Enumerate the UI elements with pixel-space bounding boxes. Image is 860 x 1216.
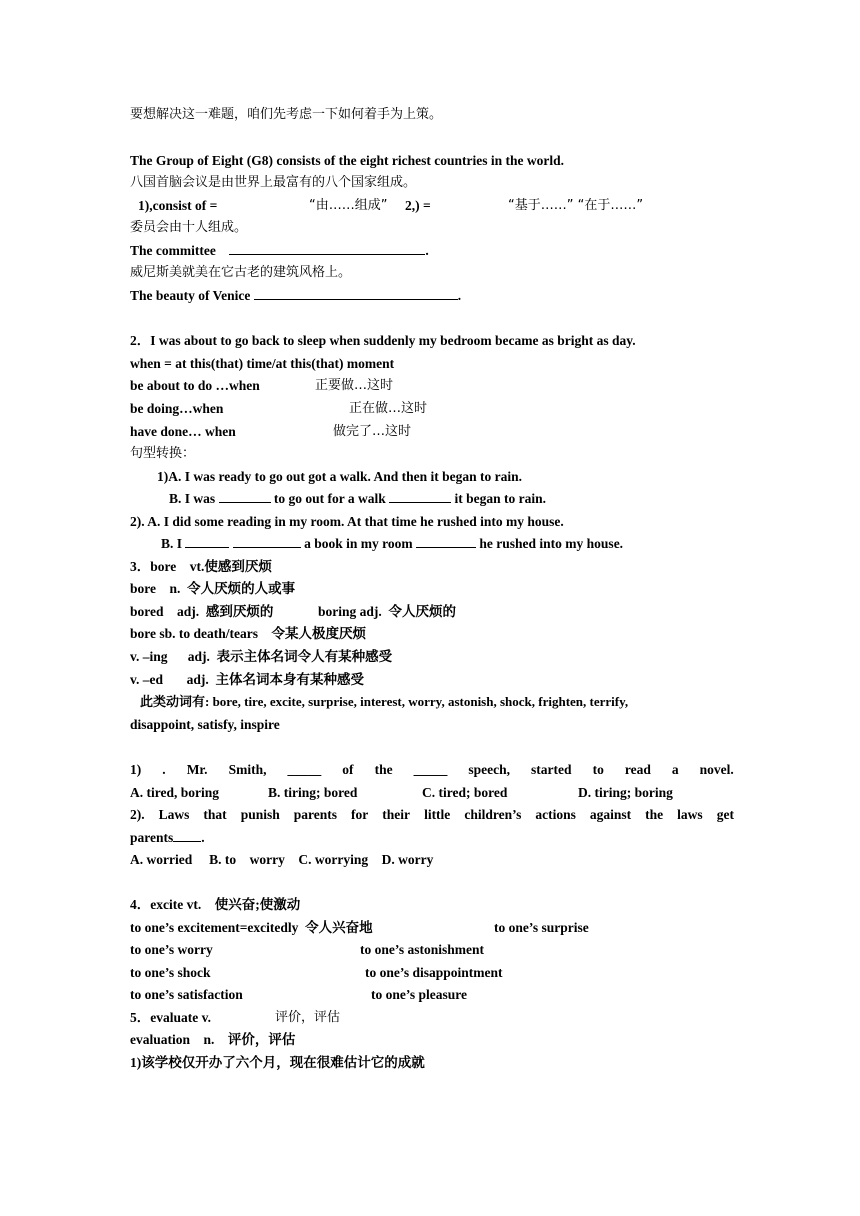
s3-q2-options: A. worried B. to worry C. worrying D. worry bbox=[130, 852, 434, 867]
s3-q1-opt-a: A. tired, boring bbox=[130, 785, 220, 800]
s4-r3b: to one’s disappointment bbox=[365, 965, 503, 980]
word: the bbox=[374, 762, 393, 777]
word: for bbox=[351, 807, 369, 822]
word: . bbox=[162, 762, 166, 777]
word: to bbox=[592, 762, 604, 777]
s2-p2: be doing…when bbox=[130, 401, 224, 416]
s4-r1a: to one’s excitement=excitedly 令人兴奋地 bbox=[130, 920, 373, 935]
s4-heading: 4．excite vt. 使兴奋;使激动 bbox=[130, 897, 301, 912]
s5-l1: evaluation n. 评价，评估 bbox=[130, 1032, 296, 1047]
word: the bbox=[645, 807, 664, 822]
s2-heading: 2．I was about to go back to sleep when suddenly my bedroom became as bright as day. bbox=[130, 333, 636, 348]
answer-blank: _____ bbox=[287, 762, 322, 777]
answer-blank: _____ bbox=[413, 762, 448, 777]
word: get bbox=[716, 807, 734, 822]
answer-blank bbox=[185, 535, 229, 548]
intro-text: 要想解决这一难题，咱们先考虑一下如何着手为上策。 bbox=[130, 107, 443, 122]
s3-l4: v. –ing adj. 表示主体名词令人有某种感受 bbox=[130, 649, 393, 664]
word: Smith, bbox=[228, 762, 267, 777]
word: little bbox=[424, 807, 451, 822]
answer-blank bbox=[219, 490, 271, 503]
word: of bbox=[342, 762, 354, 777]
s3-l7: disappoint, satisfy, inspire bbox=[130, 717, 280, 732]
answer-blank bbox=[389, 490, 451, 503]
s2-p3: have done… when bbox=[130, 424, 236, 439]
s1-phrase-b: 2,) = bbox=[405, 198, 431, 213]
s1-phrase-a: 1),consist of = bbox=[138, 198, 218, 213]
s2-transform: 句型转换： bbox=[130, 446, 196, 461]
word: actions bbox=[535, 807, 576, 822]
s2-q2b: B. I a book in my room he rushed into my house. bbox=[161, 536, 624, 551]
answer-blank bbox=[233, 535, 301, 548]
s1-ex1-en: The committee . bbox=[130, 243, 429, 258]
s2-when: when = at this(that) time/at this(that) moment bbox=[130, 356, 395, 371]
word: punish bbox=[240, 807, 280, 822]
s1-phrase-a-cn: “由……组成” bbox=[309, 198, 388, 213]
s3-l2a: bored adj. 感到厌烦的 bbox=[130, 604, 274, 619]
s3-q1-opt-b: B. tiring; bored bbox=[268, 785, 358, 800]
word: that bbox=[203, 807, 227, 822]
s3-l3: bore sb. to death/tears 令某人极度厌烦 bbox=[130, 626, 366, 641]
s5-heading-cn: 评价，评估 bbox=[275, 1010, 341, 1025]
s3-l1: bore n. 令人厌烦的人或事 bbox=[130, 581, 296, 596]
s2-p3-cn: 做完了…这时 bbox=[333, 424, 412, 439]
s3-l2b: boring adj. 令人厌烦的 bbox=[318, 604, 457, 619]
answer-blank bbox=[254, 287, 458, 300]
s2-p2-cn: 正在做…这时 bbox=[349, 401, 428, 416]
s4-r4b: to one’s pleasure bbox=[371, 987, 467, 1002]
word: speech, bbox=[468, 762, 511, 777]
word: novel. bbox=[699, 762, 734, 777]
s3-l5: v. –ed adj. 主体名词本身有某种感受 bbox=[130, 672, 365, 687]
answer-blank bbox=[416, 535, 476, 548]
s2-q1b: B. I was to go out for a walk it began to rain. bbox=[169, 491, 547, 506]
s4-r2a: to one’s worry bbox=[130, 942, 213, 957]
word: Mr. bbox=[186, 762, 208, 777]
word: started bbox=[531, 762, 572, 777]
word: Laws bbox=[158, 807, 190, 822]
s1-ex1-cn: 委员会由十人组成。 bbox=[130, 220, 248, 235]
s5-heading: 5．evaluate v. bbox=[130, 1010, 211, 1025]
s3-q1 bbox=[130, 761, 734, 779]
s2-q1a: 1)A. I was ready to go out got a walk. And then it began to rain. bbox=[157, 469, 523, 484]
word: against bbox=[589, 807, 632, 822]
answer-blank bbox=[173, 829, 201, 842]
s2-p1: be about to do …when bbox=[130, 378, 260, 393]
s2-q2a: 2). A. I did some reading in my room. At that time he rushed into my house. bbox=[130, 514, 564, 529]
word: laws bbox=[677, 807, 703, 822]
s4-r4a: to one’s satisfaction bbox=[130, 987, 243, 1002]
word: 2). bbox=[130, 807, 145, 822]
word: children’s bbox=[464, 807, 522, 822]
s1-ex2-en: The beauty of Venice . bbox=[130, 288, 462, 303]
word: 1) bbox=[130, 762, 142, 777]
answer-blank bbox=[229, 242, 425, 255]
s4-r1b: to one’s surprise bbox=[494, 920, 589, 935]
s1-example-cn: 八国首脑会议是由世界上最富有的八个国家组成。 bbox=[130, 175, 417, 190]
word: read bbox=[624, 762, 651, 777]
s1-ex2-cn: 威尼斯美就美在它古老的建筑风格上。 bbox=[130, 265, 352, 280]
s4-r3a: to one’s shock bbox=[130, 965, 211, 980]
word: parents bbox=[293, 807, 338, 822]
s4-r2b: to one’s astonishment bbox=[360, 942, 485, 957]
s3-q2-end: parents . bbox=[130, 830, 205, 845]
word: their bbox=[382, 807, 411, 822]
s1-phrase-b-cn: “基于……” “在于……” bbox=[508, 198, 644, 213]
s3-heading: 3．bore vt.使感到厌烦 bbox=[130, 559, 272, 574]
s1-example-en: The Group of Eight (G8) consists of the eight richest countries in the world. bbox=[130, 153, 564, 168]
s3-l6: 此类动词有: bore, tire, excite, surprise, interest, worry, astonish, shock, frighten, terrify, bbox=[140, 694, 629, 709]
s5-l2: 1)该学校仅开办了六个月，现在很难估计它的成就 bbox=[130, 1055, 425, 1070]
s2-p1-cn: 正要做…这时 bbox=[315, 378, 394, 393]
word: a bbox=[671, 762, 679, 777]
s3-q2 bbox=[130, 806, 734, 824]
s3-q1-opt-d: D. tiring; boring bbox=[578, 785, 673, 800]
s3-q1-opt-c: C. tired; bored bbox=[422, 785, 508, 800]
